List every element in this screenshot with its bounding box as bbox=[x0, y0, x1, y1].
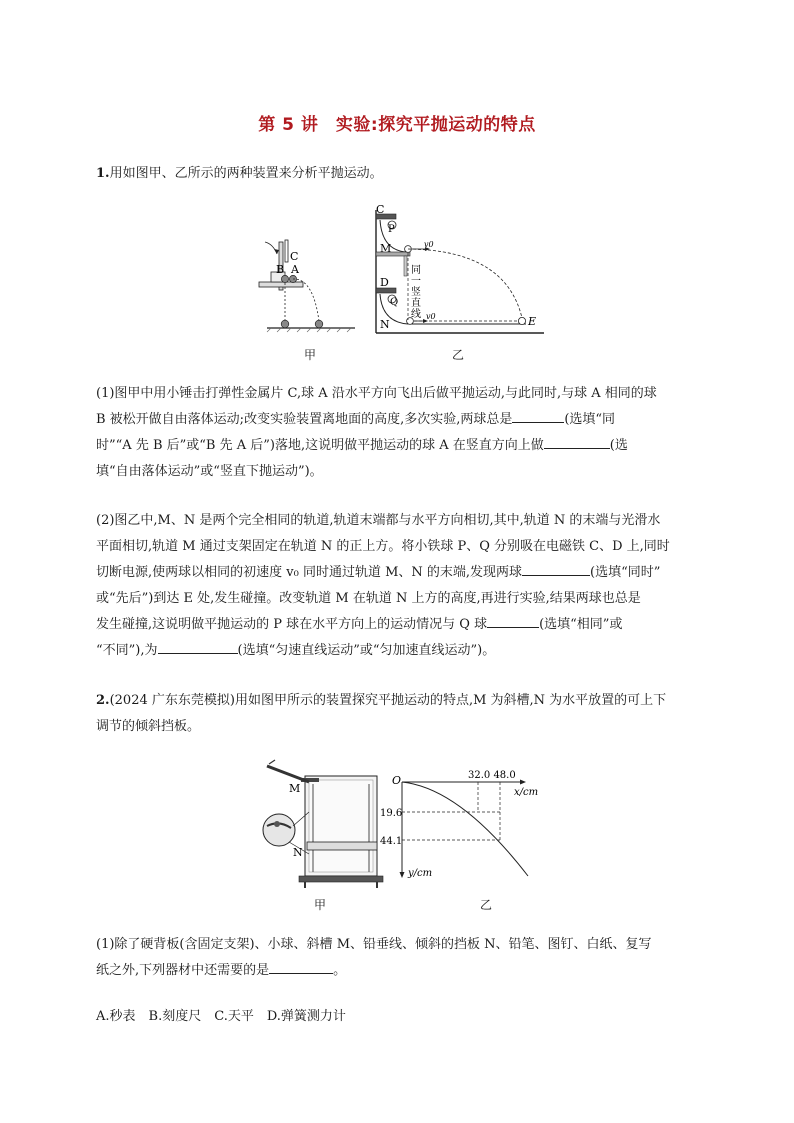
y-tick-19-6: 19.6 bbox=[380, 808, 403, 819]
q1-part1-line3b: (选 bbox=[609, 438, 628, 453]
page-title: 第 5 讲 实验:探究平抛运动的特点 bbox=[258, 115, 536, 135]
origin-label: O bbox=[392, 774, 402, 787]
q1-part1-line1: (1)图甲中用小锤击打弹性金属片 C,球 A 沿水平方向飞出后做平抛运动,与此同时,与球 A 相同的球 bbox=[96, 386, 657, 401]
q1-part2-line3b: (选填“同时” bbox=[590, 565, 661, 580]
label-E: E bbox=[528, 315, 537, 328]
q2-part1-line2a: 纸之外,下列器材中还需要的是 bbox=[96, 963, 270, 978]
q1-stem-text: 用如图甲、乙所示的两种装置来分析平抛运动。 bbox=[109, 166, 383, 181]
label-N: N bbox=[293, 846, 303, 859]
answer-blank-5[interactable] bbox=[158, 638, 238, 654]
y-axis-label: y/cm bbox=[408, 868, 433, 879]
label-vertical-line: 同一竖直线 bbox=[408, 264, 420, 319]
label-v0-upper: v0 bbox=[424, 240, 434, 249]
label-Q: Q bbox=[390, 297, 399, 308]
q2-part1-line1: (1)除了硬背板(含固定支架)、小球、斜槽 M、铅垂线、倾斜的挡板 N、铅笔、图钉、白纸、复写 bbox=[96, 937, 652, 952]
q1-caption-jia: 甲 bbox=[304, 348, 317, 362]
answer-blank-3[interactable] bbox=[522, 560, 590, 576]
q1-part1-line2b: (选填“同 bbox=[564, 412, 616, 427]
q1-part2-line1: (2)图乙中,M、N 是两个完全相同的轨道,轨道末端都与水平方向相切,其中,轨道 N 的末端与光滑水 bbox=[96, 513, 661, 528]
q2-part1 bbox=[96, 932, 696, 984]
q1-part1 bbox=[96, 381, 696, 485]
label-v0-lower: v0 bbox=[426, 312, 436, 321]
q2-options: A.秒表 B.刻度尺 C.天平 D.弹簧测力计 bbox=[96, 1009, 346, 1024]
q1-part2-line6a: “不同”),为 bbox=[96, 643, 158, 658]
q1-part2 bbox=[96, 508, 696, 664]
label-A: A bbox=[291, 263, 299, 276]
q2-figure-yi bbox=[380, 768, 560, 886]
q1-part2-line6b: (选填“匀速直线运动”或“匀加速直线运动”)。 bbox=[237, 643, 496, 658]
answer-blank-1[interactable] bbox=[512, 407, 564, 423]
q2-stem-line2: 调节的倾斜挡板。 bbox=[96, 719, 201, 734]
answer-blank-6[interactable] bbox=[269, 958, 333, 974]
label-P: P bbox=[388, 224, 395, 235]
q2-number: 2. bbox=[96, 693, 110, 708]
q1-figure-yi bbox=[366, 200, 546, 335]
q2-stem bbox=[96, 688, 696, 740]
label-M: M bbox=[289, 782, 301, 795]
q1-part2-line2: 平面相切,轨道 M 通过支架固定在轨道 N 的正上方。将小铁球 P、Q 分别吸在电磁铁 C、D 上,同时 bbox=[96, 539, 670, 554]
q1-part1-line3a: 时”“A 先 B 后”或“B 先 A 后”)落地,这说明做平抛运动的球 A 在竖直方向上做 bbox=[96, 438, 544, 453]
label-M: M bbox=[380, 242, 392, 255]
q1-part1-line2a: B 被松开做自由落体运动;改变实验装置离地面的高度,多次实验,两球总是 bbox=[96, 412, 513, 427]
label-D: D bbox=[380, 276, 389, 289]
q1-part2-line5a: 发生碰撞,这说明做平抛运动的 P 球在水平方向上的运动情况与 Q 球 bbox=[96, 617, 488, 632]
x-axis-label: x/cm bbox=[514, 787, 539, 798]
q2-caption-jia: 甲 bbox=[314, 898, 327, 912]
q1-figure-jia bbox=[255, 232, 355, 332]
label-C: C bbox=[290, 250, 299, 263]
x-tick-labels: 32.0 48.0 bbox=[468, 770, 516, 781]
q1-part1-line4: 填“自由落体运动”或“竖直下抛运动”)。 bbox=[96, 464, 323, 479]
q1-part2-line4: 或“先后”)到达 E 处,发生碰撞。改变轨道 M 在轨道 N 上方的高度,再进行实验,结果两球也总是 bbox=[96, 591, 641, 606]
answer-blank-2[interactable] bbox=[544, 433, 610, 449]
q2-caption-yi: 乙 bbox=[480, 898, 493, 912]
q1-stem bbox=[96, 161, 696, 187]
q1-number: 1. bbox=[96, 166, 110, 181]
label-N: N bbox=[380, 318, 390, 331]
answer-blank-4[interactable] bbox=[487, 612, 539, 628]
q2-figure-jia bbox=[255, 760, 385, 890]
q1-caption-yi: 乙 bbox=[452, 348, 465, 362]
y-tick-44-1: 44.1 bbox=[380, 836, 403, 847]
q1-part2-line5b: (选填“相同”或 bbox=[539, 617, 623, 632]
label-C: C bbox=[376, 203, 385, 216]
label-B: B bbox=[276, 263, 285, 276]
q2-part1-line2b: 。 bbox=[333, 963, 347, 978]
q1-part2-line3a: 切断电源,使两球以相同的初速度 v₀ 同时通过轨道 M、N 的末端,发现两球 bbox=[96, 565, 523, 580]
q2-stem-line1: (2024 广东东莞模拟)用如图甲所示的装置探究平抛运动的特点,M 为斜槽,N 为水平放置的可上下 bbox=[109, 693, 667, 708]
